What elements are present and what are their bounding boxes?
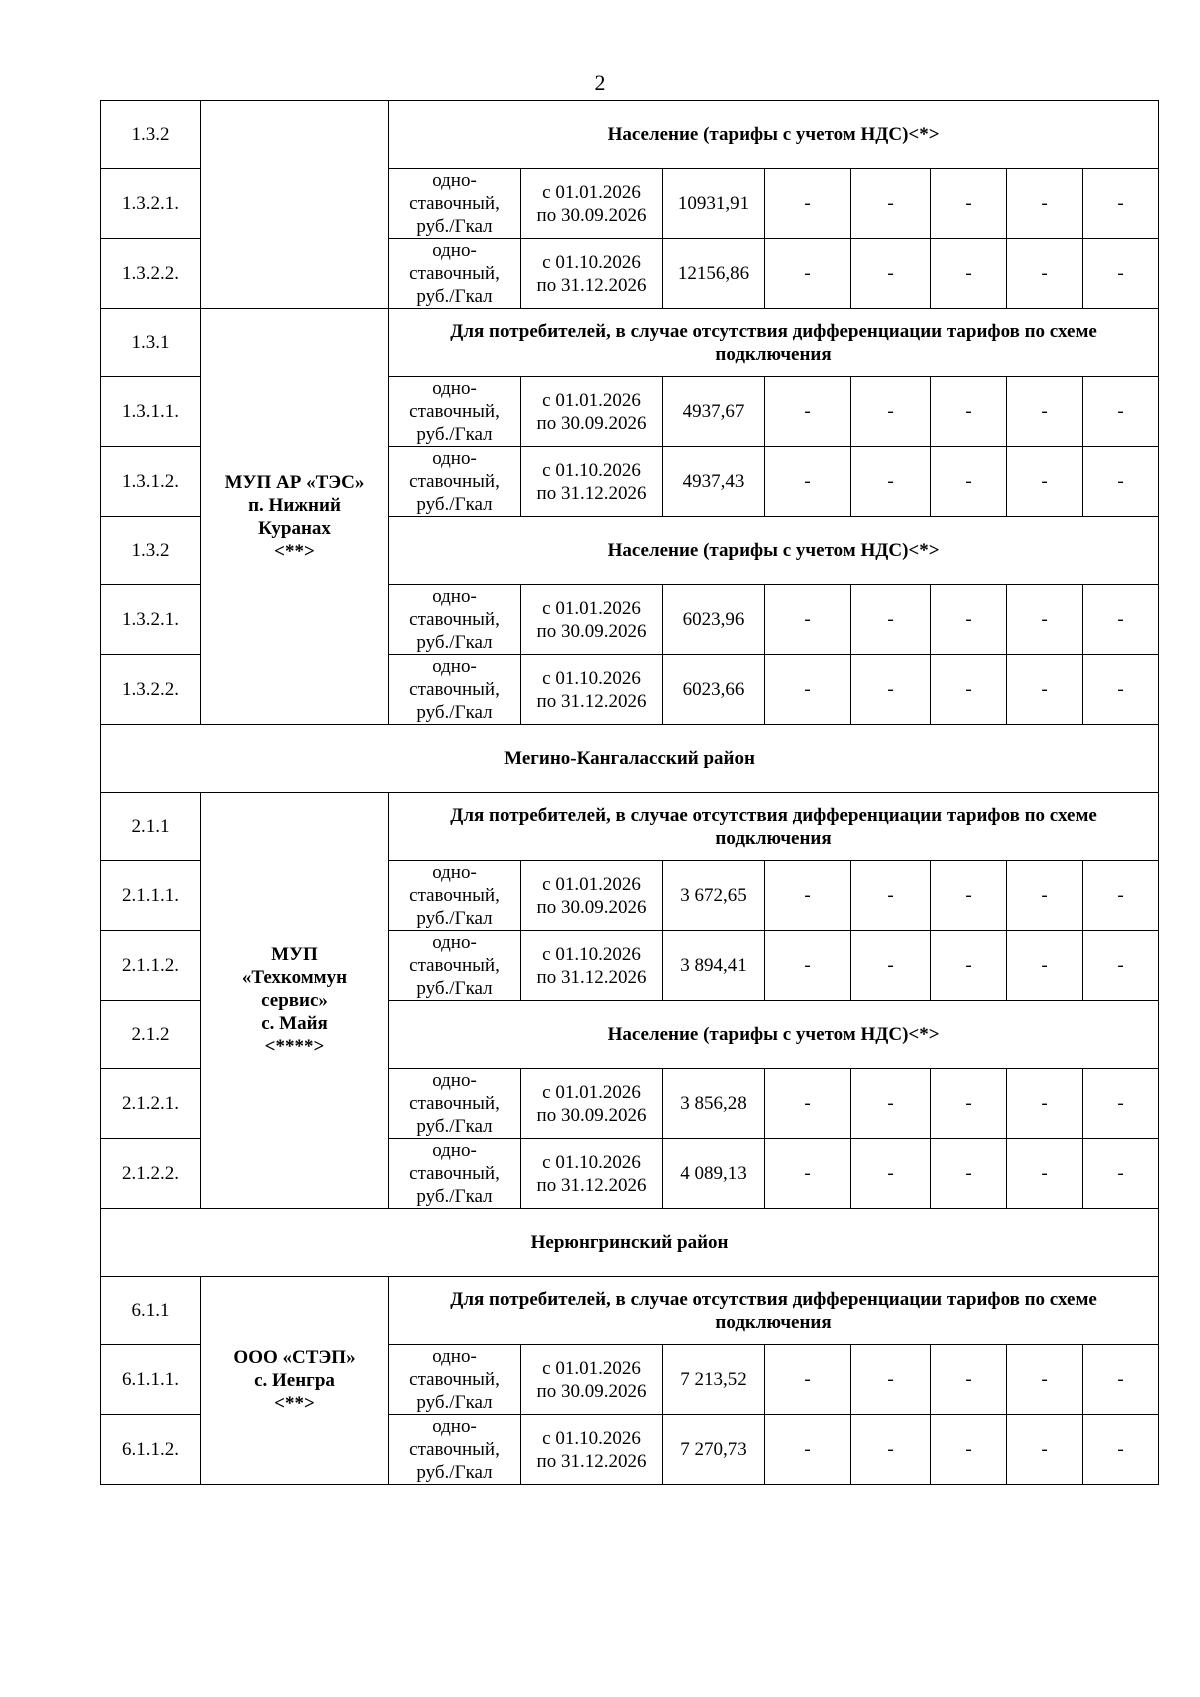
row-code: 1.3.2.2. xyxy=(101,655,201,725)
empty-value-dash: - xyxy=(1007,655,1083,725)
empty-value-dash: - xyxy=(931,585,1007,655)
period-start: с 01.01.2026 xyxy=(542,873,641,895)
empty-value-dash: - xyxy=(851,239,931,309)
rate-type-cell xyxy=(389,861,521,931)
rate-type-line: одно- xyxy=(432,170,477,191)
empty-value-dash: - xyxy=(1007,1345,1083,1415)
period-cell xyxy=(521,861,663,931)
empty-value-dash: - xyxy=(931,1139,1007,1209)
empty-value-dash: - xyxy=(765,655,851,725)
period-start: с 01.01.2026 xyxy=(542,389,641,411)
empty-value-dash: - xyxy=(765,1415,851,1485)
tariff-value: 3 672,65 xyxy=(663,861,765,931)
empty-value-dash: - xyxy=(931,931,1007,1001)
rate-type-line: ставочный, xyxy=(409,193,500,214)
rate-type-line: руб./Гкал xyxy=(416,1116,493,1137)
period-end: по 31.12.2026 xyxy=(536,690,647,712)
tariff-value: 4937,67 xyxy=(663,377,765,447)
group-header: Для потребителей, в случае отсутствия дифференциации тарифов по схеме подключения xyxy=(389,1277,1159,1345)
empty-value-dash: - xyxy=(1007,931,1083,1001)
empty-value-dash: - xyxy=(765,931,851,1001)
empty-value-dash: - xyxy=(1007,585,1083,655)
row-code: 1.3.1 xyxy=(101,309,201,377)
rate-type-line: одно- xyxy=(432,1070,477,1091)
period-cell xyxy=(521,1415,663,1485)
period-start: с 01.10.2026 xyxy=(542,667,641,689)
org-line: Куранах xyxy=(258,517,331,539)
row-code: 2.1.2 xyxy=(101,1001,201,1069)
rate-type-line: ставочный, xyxy=(409,263,500,284)
empty-value-dash: - xyxy=(1083,1069,1159,1139)
rate-type-line: руб./Гкал xyxy=(416,978,493,999)
tariff-value: 3 894,41 xyxy=(663,931,765,1001)
tariff-value: 6023,96 xyxy=(663,585,765,655)
rate-type-line: одно- xyxy=(432,932,477,953)
empty-value-dash: - xyxy=(765,239,851,309)
empty-value-dash: - xyxy=(765,585,851,655)
empty-value-dash: - xyxy=(1083,585,1159,655)
org-line: <**> xyxy=(274,540,315,562)
row-code: 1.3.2 xyxy=(101,517,201,585)
rate-type-line: руб./Гкал xyxy=(416,1392,493,1413)
empty-value-dash: - xyxy=(851,1415,931,1485)
district-header: Нерюнгринский район xyxy=(101,1209,1159,1277)
org-line: с. Майя xyxy=(261,1013,328,1034)
rate-type-line: руб./Гкал xyxy=(416,216,493,237)
rate-type-line: одно- xyxy=(432,656,477,677)
group-header: Для потребителей, в случае отсутствия дифференциации тарифов по схеме подключения xyxy=(389,793,1159,861)
group-header: Население (тарифы с учетом НДС)<*> xyxy=(389,1001,1159,1069)
table-row xyxy=(101,101,1159,169)
period-start: с 01.10.2026 xyxy=(542,459,641,481)
rate-type-line: ставочный, xyxy=(409,679,500,700)
empty-value-dash: - xyxy=(931,169,1007,239)
district-header: Мегино-Кангаласский район xyxy=(101,725,1159,793)
rate-type-line: одно- xyxy=(432,1416,477,1437)
empty-value-dash: - xyxy=(1007,239,1083,309)
empty-value-dash: - xyxy=(1083,655,1159,725)
table-row xyxy=(101,725,1159,793)
empty-value-dash: - xyxy=(851,655,931,725)
period-start: с 01.10.2026 xyxy=(542,1427,641,1449)
rate-type-line: руб./Гкал xyxy=(416,908,493,929)
org-cell xyxy=(201,309,389,725)
row-code: 1.3.2 xyxy=(101,101,201,169)
row-code: 1.3.1.1. xyxy=(101,377,201,447)
rate-type-cell xyxy=(389,1415,521,1485)
page-number: 2 xyxy=(594,70,606,95)
rate-type-cell xyxy=(389,169,521,239)
period-end: по 31.12.2026 xyxy=(536,1174,647,1196)
rate-type-line: руб./Гкал xyxy=(416,1186,493,1207)
tariff-value: 4937,43 xyxy=(663,447,765,517)
row-code: 6.1.1 xyxy=(101,1277,201,1345)
rate-type-line: ставочный, xyxy=(409,1439,500,1460)
empty-value-dash: - xyxy=(931,377,1007,447)
rate-type-line: ставочный, xyxy=(409,609,500,630)
period-cell xyxy=(521,655,663,725)
rate-type-cell xyxy=(389,1069,521,1139)
period-cell xyxy=(521,1069,663,1139)
period-cell xyxy=(521,585,663,655)
period-end: по 30.09.2026 xyxy=(536,412,647,434)
org-line: п. Нижний xyxy=(248,494,341,516)
org-cell-empty xyxy=(201,101,389,309)
period-end: по 31.12.2026 xyxy=(536,482,647,504)
group-header: Население (тарифы с учетом НДС)<*> xyxy=(389,517,1159,585)
rate-type-line: руб./Гкал xyxy=(416,494,493,515)
tariff-value: 7 213,52 xyxy=(663,1345,765,1415)
empty-value-dash: - xyxy=(1083,169,1159,239)
empty-value-dash: - xyxy=(931,1345,1007,1415)
row-code: 2.1.1.1. xyxy=(101,861,201,931)
empty-value-dash: - xyxy=(765,861,851,931)
row-code: 2.1.2.1. xyxy=(101,1069,201,1139)
empty-value-dash: - xyxy=(851,447,931,517)
empty-value-dash: - xyxy=(765,377,851,447)
rate-type-cell xyxy=(389,655,521,725)
period-end: по 30.09.2026 xyxy=(536,620,647,642)
period-end: по 30.09.2026 xyxy=(536,1380,647,1402)
row-code: 2.1.1 xyxy=(101,793,201,861)
empty-value-dash: - xyxy=(1007,169,1083,239)
empty-value-dash: - xyxy=(931,1415,1007,1485)
rate-type-line: руб./Гкал xyxy=(416,286,493,307)
period-start: с 01.01.2026 xyxy=(542,1081,641,1103)
period-end: по 31.12.2026 xyxy=(536,966,647,988)
period-start: с 01.01.2026 xyxy=(542,181,641,203)
org-line: ООО «СТЭП» xyxy=(233,1347,356,1368)
rate-type-line: одно- xyxy=(432,240,477,261)
org-line: <****> xyxy=(264,1036,325,1057)
empty-value-dash: - xyxy=(1007,861,1083,931)
org-line: «Техкоммун xyxy=(241,967,348,988)
empty-value-dash: - xyxy=(1083,239,1159,309)
empty-value-dash: - xyxy=(851,1139,931,1209)
empty-value-dash: - xyxy=(1083,1139,1159,1209)
period-cell xyxy=(521,931,663,1001)
empty-value-dash: - xyxy=(1007,377,1083,447)
tariff-table-body xyxy=(101,101,1159,1485)
rate-type-cell xyxy=(389,239,521,309)
empty-value-dash: - xyxy=(931,655,1007,725)
row-code: 6.1.1.2. xyxy=(101,1415,201,1485)
org-line: сервис» xyxy=(261,990,328,1011)
empty-value-dash: - xyxy=(1083,447,1159,517)
period-end: по 30.09.2026 xyxy=(536,896,647,918)
empty-value-dash: - xyxy=(851,169,931,239)
tariff-value: 12156,86 xyxy=(663,239,765,309)
rate-type-line: руб./Гкал xyxy=(416,424,493,445)
rate-type-cell xyxy=(389,585,521,655)
rate-type-line: одно- xyxy=(432,378,477,399)
rate-type-line: руб./Гкал xyxy=(416,632,493,653)
empty-value-dash: - xyxy=(931,1069,1007,1139)
rate-type-cell xyxy=(389,931,521,1001)
period-cell xyxy=(521,1139,663,1209)
row-code: 2.1.2.2. xyxy=(101,1139,201,1209)
empty-value-dash: - xyxy=(851,585,931,655)
period-end: по 30.09.2026 xyxy=(536,1104,647,1126)
group-header: Население (тарифы с учетом НДС)<*> xyxy=(389,101,1159,169)
rate-type-line: одно- xyxy=(432,448,477,469)
period-cell xyxy=(521,1345,663,1415)
org-line: <**> xyxy=(274,1393,315,1414)
empty-value-dash: - xyxy=(1007,1139,1083,1209)
empty-value-dash: - xyxy=(1083,1345,1159,1415)
row-code: 1.3.2.2. xyxy=(101,239,201,309)
empty-value-dash: - xyxy=(1007,1069,1083,1139)
rate-type-line: руб./Гкал xyxy=(416,1462,493,1483)
empty-value-dash: - xyxy=(765,1139,851,1209)
tariff-value: 7 270,73 xyxy=(663,1415,765,1485)
rate-type-line: ставочный, xyxy=(409,955,500,976)
rate-type-line: ставочный, xyxy=(409,401,500,422)
empty-value-dash: - xyxy=(765,1069,851,1139)
rate-type-cell xyxy=(389,447,521,517)
rate-type-line: одно- xyxy=(432,586,477,607)
table-row xyxy=(101,793,1159,861)
period-cell xyxy=(521,239,663,309)
rate-type-line: ставочный, xyxy=(409,1093,500,1114)
row-code: 2.1.1.2. xyxy=(101,931,201,1001)
org-cell xyxy=(201,1277,389,1485)
rate-type-line: руб./Гкал xyxy=(416,702,493,723)
row-code: 1.3.1.2. xyxy=(101,447,201,517)
tariff-value: 10931,91 xyxy=(663,169,765,239)
period-end: по 30.09.2026 xyxy=(536,204,647,226)
tariff-table xyxy=(100,100,1159,1485)
rate-type-line: ставочный, xyxy=(409,885,500,906)
rate-type-line: одно- xyxy=(432,1140,477,1161)
row-code: 1.3.2.1. xyxy=(101,585,201,655)
rate-type-cell xyxy=(389,377,521,447)
org-cell xyxy=(201,793,389,1209)
rate-type-line: одно- xyxy=(432,862,477,883)
period-start: с 01.01.2026 xyxy=(542,597,641,619)
period-cell xyxy=(521,377,663,447)
empty-value-dash: - xyxy=(1007,447,1083,517)
empty-value-dash: - xyxy=(765,447,851,517)
empty-value-dash: - xyxy=(931,447,1007,517)
empty-value-dash: - xyxy=(851,1069,931,1139)
rate-type-cell xyxy=(389,1345,521,1415)
rate-type-cell xyxy=(389,1139,521,1209)
empty-value-dash: - xyxy=(1083,861,1159,931)
rate-type-line: ставочный, xyxy=(409,1163,500,1184)
org-line: МУП АР «ТЭС» xyxy=(224,471,365,493)
period-end: по 31.12.2026 xyxy=(536,274,647,296)
rate-type-line: одно- xyxy=(432,1346,477,1367)
table-row xyxy=(101,309,1159,377)
table-row xyxy=(101,1277,1159,1345)
tariff-value: 4 089,13 xyxy=(663,1139,765,1209)
org-line: с. Иенгра xyxy=(254,1370,335,1391)
org-line: МУП xyxy=(271,944,318,965)
empty-value-dash: - xyxy=(1083,377,1159,447)
empty-value-dash: - xyxy=(851,377,931,447)
tariff-value: 6023,66 xyxy=(663,655,765,725)
rate-type-line: ставочный, xyxy=(409,1369,500,1390)
tariff-value: 3 856,28 xyxy=(663,1069,765,1139)
group-header: Для потребителей, в случае отсутствия дифференциации тарифов по схеме подключения xyxy=(389,309,1159,377)
empty-value-dash: - xyxy=(765,1345,851,1415)
empty-value-dash: - xyxy=(765,169,851,239)
empty-value-dash: - xyxy=(1083,1415,1159,1485)
period-start: с 01.10.2026 xyxy=(542,1151,641,1173)
empty-value-dash: - xyxy=(1083,931,1159,1001)
empty-value-dash: - xyxy=(931,861,1007,931)
period-start: с 01.10.2026 xyxy=(542,251,641,273)
empty-value-dash: - xyxy=(1007,1415,1083,1485)
empty-value-dash: - xyxy=(931,239,1007,309)
rate-type-line: ставочный, xyxy=(409,471,500,492)
empty-value-dash: - xyxy=(851,861,931,931)
period-cell xyxy=(521,169,663,239)
period-start: с 01.01.2026 xyxy=(542,1357,641,1379)
period-start: с 01.10.2026 xyxy=(542,943,641,965)
table-row xyxy=(101,1209,1159,1277)
empty-value-dash: - xyxy=(851,931,931,1001)
period-end: по 31.12.2026 xyxy=(536,1450,647,1472)
period-cell xyxy=(521,447,663,517)
empty-value-dash: - xyxy=(851,1345,931,1415)
row-code: 1.3.2.1. xyxy=(101,169,201,239)
row-code: 6.1.1.1. xyxy=(101,1345,201,1415)
